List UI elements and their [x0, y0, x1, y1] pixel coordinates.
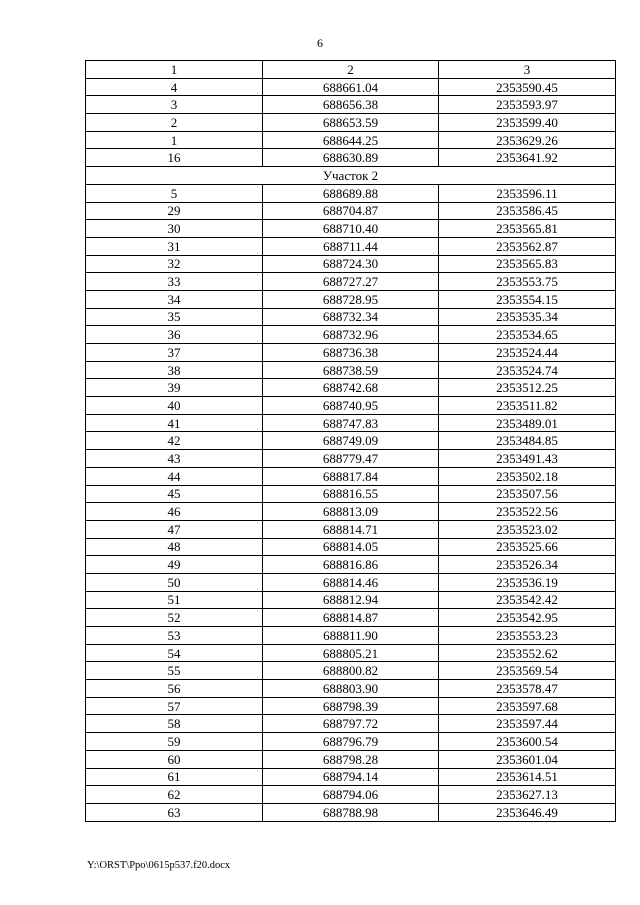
point-number-cell: 41 [86, 414, 263, 432]
point-number-cell: 43 [86, 450, 263, 468]
y-coordinate-cell: 2353641.92 [439, 149, 616, 167]
table-row [86, 379, 616, 397]
table-row [86, 697, 616, 715]
table-row [86, 627, 616, 645]
y-coordinate-cell: 2353554.15 [439, 290, 616, 308]
x-coordinate-cell: 688797.72 [263, 715, 439, 733]
y-coordinate-cell: 2353534.65 [439, 326, 616, 344]
table-row [86, 326, 616, 344]
coordinates-table-body [86, 61, 616, 822]
table-row [86, 450, 616, 468]
y-coordinate-cell: 2353597.44 [439, 715, 616, 733]
table-row [86, 361, 616, 379]
point-number-cell: 40 [86, 397, 263, 415]
x-coordinate-cell: 688794.14 [263, 768, 439, 786]
y-coordinate-cell: 2353524.44 [439, 344, 616, 362]
y-coordinate-cell: 2353586.45 [439, 202, 616, 220]
x-coordinate-cell: 688814.46 [263, 573, 439, 591]
x-coordinate-cell: 688798.28 [263, 750, 439, 768]
y-coordinate-cell: 2353569.54 [439, 662, 616, 680]
table-row [86, 503, 616, 521]
table-row [86, 131, 616, 149]
x-coordinate-cell: 688798.39 [263, 697, 439, 715]
y-coordinate-cell: 2353542.42 [439, 591, 616, 609]
y-coordinate-cell: 2353614.51 [439, 768, 616, 786]
x-coordinate-cell: 688711.44 [263, 237, 439, 255]
point-number-cell: 44 [86, 467, 263, 485]
y-coordinate-cell: 2353526.34 [439, 556, 616, 574]
table-row [86, 680, 616, 698]
y-coordinate-cell: 2353565.83 [439, 255, 616, 273]
table-row [86, 432, 616, 450]
page-number: 6 [317, 36, 323, 50]
x-coordinate-cell: 688704.87 [263, 202, 439, 220]
y-coordinate-cell: 2353553.23 [439, 627, 616, 645]
point-number-cell: 60 [86, 750, 263, 768]
table-row [86, 786, 616, 804]
table-row [86, 803, 616, 821]
point-number-cell: 51 [86, 591, 263, 609]
y-coordinate-cell: 2353507.56 [439, 485, 616, 503]
table-row [86, 237, 616, 255]
table-row [86, 344, 616, 362]
point-number-cell: 3 [86, 96, 263, 114]
x-coordinate-cell: 688740.95 [263, 397, 439, 415]
point-number-cell: 52 [86, 609, 263, 627]
x-coordinate-cell: 688738.59 [263, 361, 439, 379]
x-coordinate-cell: 688813.09 [263, 503, 439, 521]
y-coordinate-cell: 2353523.02 [439, 520, 616, 538]
y-coordinate-cell: 2353524.74 [439, 361, 616, 379]
x-coordinate-cell: 688800.82 [263, 662, 439, 680]
point-number-cell: 34 [86, 290, 263, 308]
point-number-cell: 59 [86, 733, 263, 751]
x-coordinate-cell: 688742.68 [263, 379, 439, 397]
point-number-cell: 45 [86, 485, 263, 503]
point-number-cell: 46 [86, 503, 263, 521]
table-row [86, 290, 616, 308]
section-label: Участок 2 [86, 167, 616, 185]
table-row [86, 591, 616, 609]
coordinates-table [85, 60, 616, 822]
table-row [86, 273, 616, 291]
x-coordinate-cell: 688788.98 [263, 803, 439, 821]
y-coordinate-cell: 2353596.11 [439, 184, 616, 202]
point-number-cell: 55 [86, 662, 263, 680]
point-number-cell: 35 [86, 308, 263, 326]
y-coordinate-cell: 2353629.26 [439, 131, 616, 149]
y-coordinate-cell: 2353491.43 [439, 450, 616, 468]
point-number-cell: 56 [86, 680, 263, 698]
y-coordinate-cell: 2353593.97 [439, 96, 616, 114]
point-number-cell: 5 [86, 184, 263, 202]
x-coordinate-cell: 688816.86 [263, 556, 439, 574]
point-number-cell: 63 [86, 803, 263, 821]
table-row [86, 414, 616, 432]
table-row [86, 644, 616, 662]
point-number-cell: 2 [86, 114, 263, 132]
x-coordinate-cell: 688796.79 [263, 733, 439, 751]
x-coordinate-cell: 688724.30 [263, 255, 439, 273]
point-number-cell: 16 [86, 149, 263, 167]
x-coordinate-cell: 688736.38 [263, 344, 439, 362]
y-coordinate-cell: 2353535.34 [439, 308, 616, 326]
y-coordinate-cell: 2353646.49 [439, 803, 616, 821]
column-header-point-number: 1 [86, 61, 263, 79]
x-coordinate-cell: 688779.47 [263, 450, 439, 468]
point-number-cell: 54 [86, 644, 263, 662]
table-row [86, 202, 616, 220]
point-number-cell: 50 [86, 573, 263, 591]
y-coordinate-cell: 2353565.81 [439, 220, 616, 238]
x-coordinate-cell: 688812.94 [263, 591, 439, 609]
table-row [86, 255, 616, 273]
column-header-x: 2 [263, 61, 439, 79]
table-row [86, 114, 616, 132]
y-coordinate-cell: 2353502.18 [439, 467, 616, 485]
point-number-cell: 48 [86, 538, 263, 556]
x-coordinate-cell: 688727.27 [263, 273, 439, 291]
x-coordinate-cell: 688814.71 [263, 520, 439, 538]
point-number-cell: 36 [86, 326, 263, 344]
table-row [86, 573, 616, 591]
table-row [86, 662, 616, 680]
table-row [86, 750, 616, 768]
x-coordinate-cell: 688814.05 [263, 538, 439, 556]
point-number-cell: 39 [86, 379, 263, 397]
x-coordinate-cell: 688630.89 [263, 149, 439, 167]
point-number-cell: 33 [86, 273, 263, 291]
point-number-cell: 49 [86, 556, 263, 574]
x-coordinate-cell: 688794.06 [263, 786, 439, 804]
table-row [86, 768, 616, 786]
table-row [86, 78, 616, 96]
y-coordinate-cell: 2353600.54 [439, 733, 616, 751]
table-row [86, 556, 616, 574]
x-coordinate-cell: 688803.90 [263, 680, 439, 698]
point-number-cell: 57 [86, 697, 263, 715]
x-coordinate-cell: 688732.96 [263, 326, 439, 344]
table-row [86, 733, 616, 751]
table-row [86, 184, 616, 202]
point-number-cell: 31 [86, 237, 263, 255]
y-coordinate-cell: 2353578.47 [439, 680, 616, 698]
x-coordinate-cell: 688732.34 [263, 308, 439, 326]
point-number-cell: 29 [86, 202, 263, 220]
x-coordinate-cell: 688805.21 [263, 644, 439, 662]
table-row [86, 397, 616, 415]
y-coordinate-cell: 2353522.56 [439, 503, 616, 521]
point-number-cell: 37 [86, 344, 263, 362]
x-coordinate-cell: 688689.88 [263, 184, 439, 202]
column-header-y: 3 [439, 61, 616, 79]
point-number-cell: 30 [86, 220, 263, 238]
y-coordinate-cell: 2353511.82 [439, 397, 616, 415]
x-coordinate-cell: 688816.55 [263, 485, 439, 503]
y-coordinate-cell: 2353553.75 [439, 273, 616, 291]
point-number-cell: 62 [86, 786, 263, 804]
table-row [86, 220, 616, 238]
section-row [86, 167, 616, 185]
x-coordinate-cell: 688817.84 [263, 467, 439, 485]
table-row [86, 538, 616, 556]
x-coordinate-cell: 688747.83 [263, 414, 439, 432]
y-coordinate-cell: 2353599.40 [439, 114, 616, 132]
y-coordinate-cell: 2353525.66 [439, 538, 616, 556]
table-row [86, 715, 616, 733]
y-coordinate-cell: 2353489.01 [439, 414, 616, 432]
x-coordinate-cell: 688811.90 [263, 627, 439, 645]
point-number-cell: 58 [86, 715, 263, 733]
y-coordinate-cell: 2353484.85 [439, 432, 616, 450]
point-number-cell: 1 [86, 131, 263, 149]
table-row [86, 485, 616, 503]
x-coordinate-cell: 688656.38 [263, 96, 439, 114]
table-row [86, 149, 616, 167]
x-coordinate-cell: 688710.40 [263, 220, 439, 238]
point-number-cell: 47 [86, 520, 263, 538]
table-row [86, 308, 616, 326]
x-coordinate-cell: 688749.09 [263, 432, 439, 450]
point-number-cell: 38 [86, 361, 263, 379]
y-coordinate-cell: 2353597.68 [439, 697, 616, 715]
table-row [86, 467, 616, 485]
table-row [86, 609, 616, 627]
x-coordinate-cell: 688661.04 [263, 78, 439, 96]
y-coordinate-cell: 2353562.87 [439, 237, 616, 255]
footer-file-path: Y:\ORST\Ppo\0615p537.f20.docx [87, 860, 231, 871]
y-coordinate-cell: 2353542.95 [439, 609, 616, 627]
x-coordinate-cell: 688728.95 [263, 290, 439, 308]
y-coordinate-cell: 2353536.19 [439, 573, 616, 591]
y-coordinate-cell: 2353552.62 [439, 644, 616, 662]
x-coordinate-cell: 688653.59 [263, 114, 439, 132]
y-coordinate-cell: 2353590.45 [439, 78, 616, 96]
y-coordinate-cell: 2353627.13 [439, 786, 616, 804]
y-coordinate-cell: 2353512.25 [439, 379, 616, 397]
x-coordinate-cell: 688644.25 [263, 131, 439, 149]
point-number-cell: 4 [86, 78, 263, 96]
table-row [86, 520, 616, 538]
table-header-row [86, 61, 616, 79]
table-row [86, 96, 616, 114]
y-coordinate-cell: 2353601.04 [439, 750, 616, 768]
x-coordinate-cell: 688814.87 [263, 609, 439, 627]
point-number-cell: 42 [86, 432, 263, 450]
point-number-cell: 53 [86, 627, 263, 645]
point-number-cell: 32 [86, 255, 263, 273]
point-number-cell: 61 [86, 768, 263, 786]
